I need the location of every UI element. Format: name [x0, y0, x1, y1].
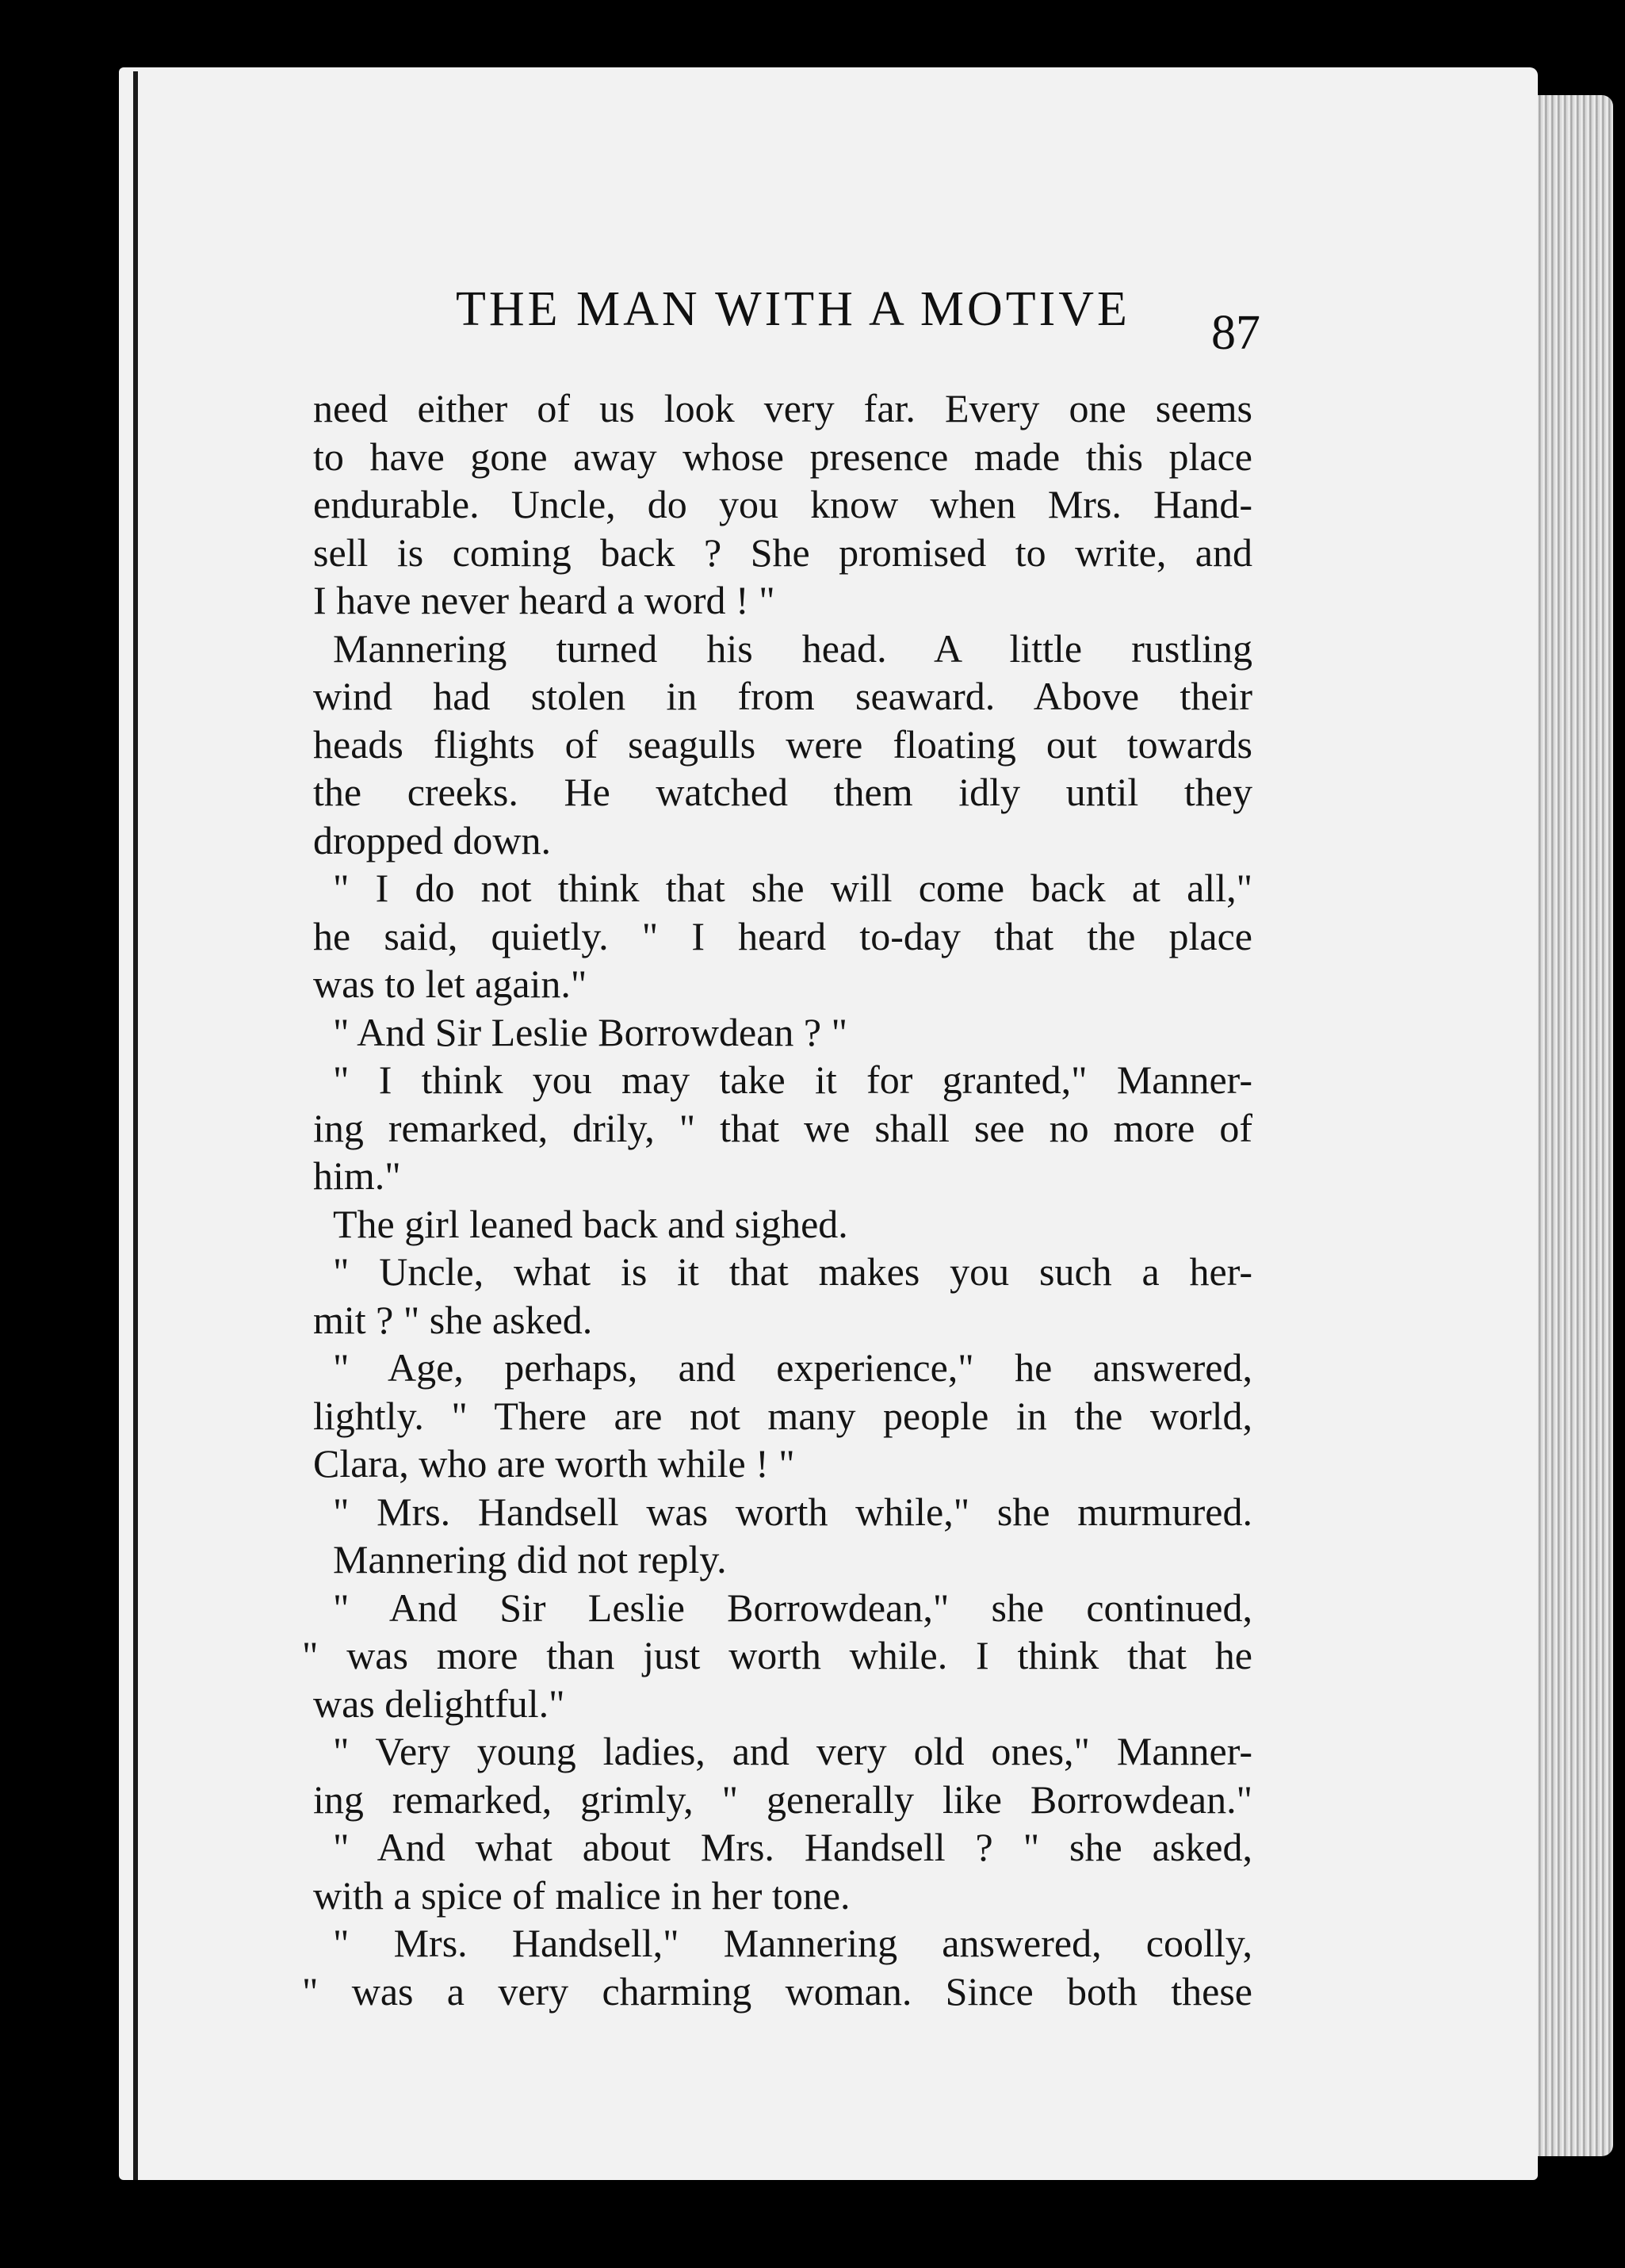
text-line: " And Sir Leslie Borrowdean ? " — [333, 1009, 848, 1054]
body-text — [302, 384, 1252, 2015]
text-line: need either of us look very far. Every one seems — [313, 386, 1252, 430]
page-gutter-edge — [133, 71, 138, 2180]
text-line: " Mrs. Handsell was worth while," she murmured. — [333, 1489, 1252, 1534]
text-line: The girl leaned back and sighed. — [333, 1201, 848, 1246]
text-line: " Mrs. Handsell," Mannering answered, coolly, — [333, 1921, 1252, 1965]
text-line: Mannering turned his head. A little rustling — [333, 625, 1252, 671]
text-line: with a spice of malice in her tone. — [313, 1872, 851, 1918]
text-line: ing remarked, grimly, " generally like Borrowdean." — [313, 1777, 1252, 1822]
text-line: him." — [313, 1153, 401, 1198]
page-number: 87 — [1211, 306, 1260, 360]
text-line: " Very young ladies, and very old ones," Manner- — [333, 1729, 1252, 1773]
text-line: ing remarked, drily, " that we shall see no more of — [313, 1105, 1252, 1150]
text-line: was delightful." — [313, 1681, 565, 1726]
text-line: Clara, who are worth while ! " — [313, 1441, 795, 1486]
text-line: sell is coming back ? She promised to write, and — [313, 530, 1252, 575]
text-line: mit ? " she asked. — [313, 1297, 593, 1342]
text-line: heads flights of seagulls were floating out towards — [313, 721, 1252, 767]
text-line: endurable. Uncle, do you know when Mrs. Hand- — [313, 482, 1252, 526]
text-line: to have gone away whose presence made this place — [313, 434, 1252, 479]
text-line: was to let again." — [313, 962, 587, 1006]
text-line: lightly. " There are not many people in the world, — [313, 1393, 1252, 1438]
text-line: " was more than just worth while. I think that he — [302, 1633, 1252, 1677]
text-line: he said, quietly. " I heard to-day that the place — [313, 913, 1252, 958]
text-line: wind had stolen in from seaward. Above their — [313, 674, 1252, 718]
text-line: " Uncle, what is it that makes you such a her- — [333, 1249, 1252, 1294]
running-title: THE MAN WITH A MOTIVE — [456, 282, 1130, 336]
text-line: " And Sir Leslie Borrowdean," she continued, — [333, 1585, 1252, 1630]
text-line: " I think you may take it for granted," Manner- — [333, 1058, 1252, 1102]
text-line: " Age, perhaps, and experience," he answered, — [333, 1345, 1252, 1390]
text-line: " I do not think that she will come back at all," — [333, 866, 1252, 910]
text-line: Mannering did not reply. — [333, 1537, 727, 1581]
text-line: " was a very charming woman. Since both these — [302, 1968, 1252, 2014]
text-line: I have never heard a word ! " — [313, 578, 775, 622]
text-line: " And what about Mrs. Handsell ? " she asked, — [333, 1825, 1252, 1869]
text-line: the creeks. He watched them idly until they — [313, 770, 1252, 814]
text-line: dropped down. — [313, 817, 551, 862]
